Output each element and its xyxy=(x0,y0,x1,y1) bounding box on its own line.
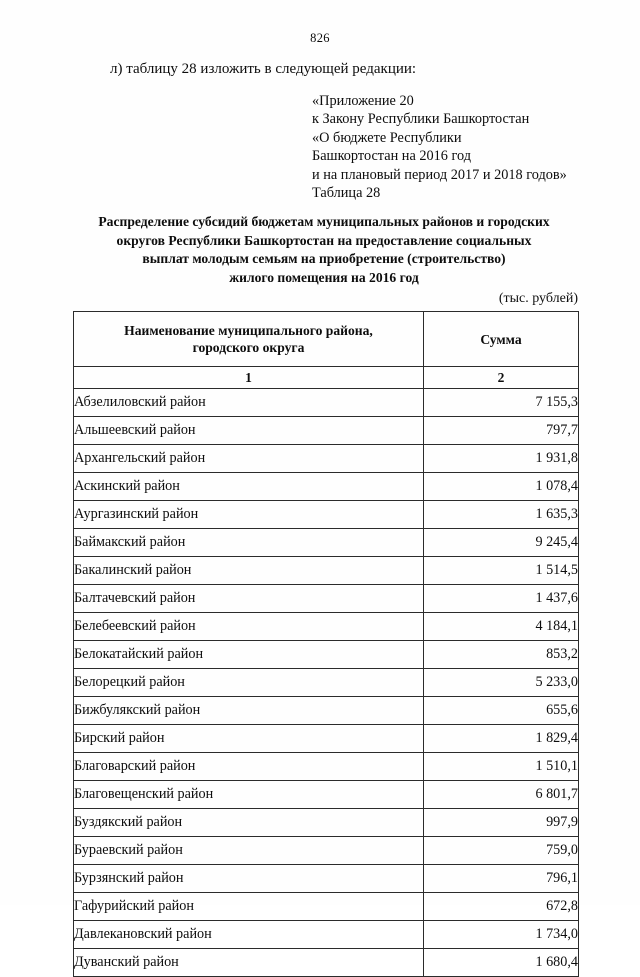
amount-cell: 7 155,3 xyxy=(424,389,579,417)
table-row xyxy=(74,921,579,949)
table-row xyxy=(74,529,579,557)
municipality-name-cell: Баймакский район xyxy=(74,529,424,557)
municipality-name-cell: Аургазинский район xyxy=(74,501,424,529)
municipality-name-cell: Бакалинский район xyxy=(74,557,424,585)
amount-cell: 9 245,4 xyxy=(424,529,579,557)
column-number-2: 2 xyxy=(424,367,579,389)
amount-cell: 672,8 xyxy=(424,893,579,921)
municipality-name-cell: Гафурийский район xyxy=(74,893,424,921)
appendix-reference-line: «Приложение 20 xyxy=(312,93,414,109)
amount-cell: 6 801,7 xyxy=(424,781,579,809)
municipality-name-cell: Бижбулякский район xyxy=(74,697,424,725)
table-row xyxy=(74,865,579,893)
page-title xyxy=(68,213,580,287)
table-body xyxy=(74,389,579,977)
table-row xyxy=(74,501,579,529)
municipality-name-cell: Бирский район xyxy=(74,725,424,753)
municipality-name-cell: Альшеевский район xyxy=(74,417,424,445)
table-row xyxy=(74,585,579,613)
table-row xyxy=(74,949,579,977)
table-row xyxy=(74,613,579,641)
municipality-name-cell: Давлекановский район xyxy=(74,921,424,949)
table-row xyxy=(74,389,579,417)
appendix-reference-line: Таблица 28 xyxy=(312,185,381,202)
table-row xyxy=(74,445,579,473)
table-row xyxy=(74,893,579,921)
amount-cell: 759,0 xyxy=(424,837,579,865)
municipality-name-cell: Аскинский район xyxy=(74,473,424,501)
table-header-row xyxy=(74,312,579,367)
municipality-name-cell: Бураевский район xyxy=(74,837,424,865)
amount-cell: 4 184,1 xyxy=(424,613,579,641)
appendix-reference-line: «О бюджете Республики xyxy=(312,129,462,146)
amount-cell: 797,7 xyxy=(424,417,579,445)
municipality-name-cell: Бурзянский район xyxy=(74,865,424,893)
column-header-line: Наименование муниципального района, xyxy=(124,323,373,338)
municipality-name-cell: Благоварский район xyxy=(74,753,424,781)
column-header-municipality xyxy=(74,312,424,367)
table-row xyxy=(74,473,579,501)
column-number-1: 1 xyxy=(74,367,424,389)
table-row xyxy=(74,669,579,697)
appendix-reference-line: Башкортостан на 2016 год xyxy=(312,148,472,165)
municipality-name-cell: Буздякский район xyxy=(74,809,424,837)
amount-cell: 1 437,6 xyxy=(424,585,579,613)
table-row xyxy=(74,809,579,837)
table-row xyxy=(74,753,579,781)
appendix-reference-line: и на плановый период 2017 и 2018 годов» xyxy=(312,166,567,183)
page-number: 826 xyxy=(310,31,330,45)
municipality-name-cell: Белебеевский район xyxy=(74,613,424,641)
table-row xyxy=(74,837,579,865)
amount-cell: 655,6 xyxy=(424,697,579,725)
municipality-name-cell: Абзелиловский район xyxy=(74,389,424,417)
municipality-name-cell: Балтачевский район xyxy=(74,585,424,613)
table-row xyxy=(74,725,579,753)
municipality-name-cell: Дуванский район xyxy=(74,949,424,977)
amount-cell: 1 734,0 xyxy=(424,921,579,949)
amount-cell: 1 680,4 xyxy=(424,949,579,977)
page-title-line: округов Республики Башкортостан на предоставление социальных xyxy=(116,232,532,248)
column-header-sum: Сумма xyxy=(424,312,579,367)
subsidy-distribution-table xyxy=(73,311,579,977)
appendix-reference-block xyxy=(312,92,567,202)
amount-cell: 1 829,4 xyxy=(424,725,579,753)
column-header-line: городского округа xyxy=(192,340,305,355)
table-row xyxy=(74,781,579,809)
amount-cell: 1 635,3 xyxy=(424,501,579,529)
appendix-reference-line: к Закону Республики Башкортостан xyxy=(312,111,530,128)
amount-cell: 997,9 xyxy=(424,809,579,837)
page-title-line: Распределение субсидий бюджетам муниципальных районов и городских xyxy=(98,214,550,229)
amount-cell: 1 931,8 xyxy=(424,445,579,473)
page-title-line: жилого помещения на 2016 год xyxy=(229,269,419,285)
table-row xyxy=(74,641,579,669)
municipality-name-cell: Белорецкий район xyxy=(74,669,424,697)
municipality-name-cell: Архангельский район xyxy=(74,445,424,473)
amount-cell: 1 078,4 xyxy=(424,473,579,501)
municipality-name-cell: Белокатайский район xyxy=(74,641,424,669)
amount-cell: 1 510,1 xyxy=(424,753,579,781)
units-note: (тыс. рублей) xyxy=(498,291,578,306)
table-row xyxy=(74,697,579,725)
municipality-name-cell: Благовещенский район xyxy=(74,781,424,809)
table-row xyxy=(74,417,579,445)
amount-cell: 853,2 xyxy=(424,641,579,669)
table-column-number-row xyxy=(74,367,579,389)
page-title-line: выплат молодым семьям на приобретение (строительство) xyxy=(142,251,506,267)
amount-cell: 1 514,5 xyxy=(424,557,579,585)
amendment-intro-line: л) таблицу 28 изложить в следующей редакции: xyxy=(110,61,417,77)
table-row xyxy=(74,557,579,585)
amount-cell: 796,1 xyxy=(424,865,579,893)
amount-cell: 5 233,0 xyxy=(424,669,579,697)
